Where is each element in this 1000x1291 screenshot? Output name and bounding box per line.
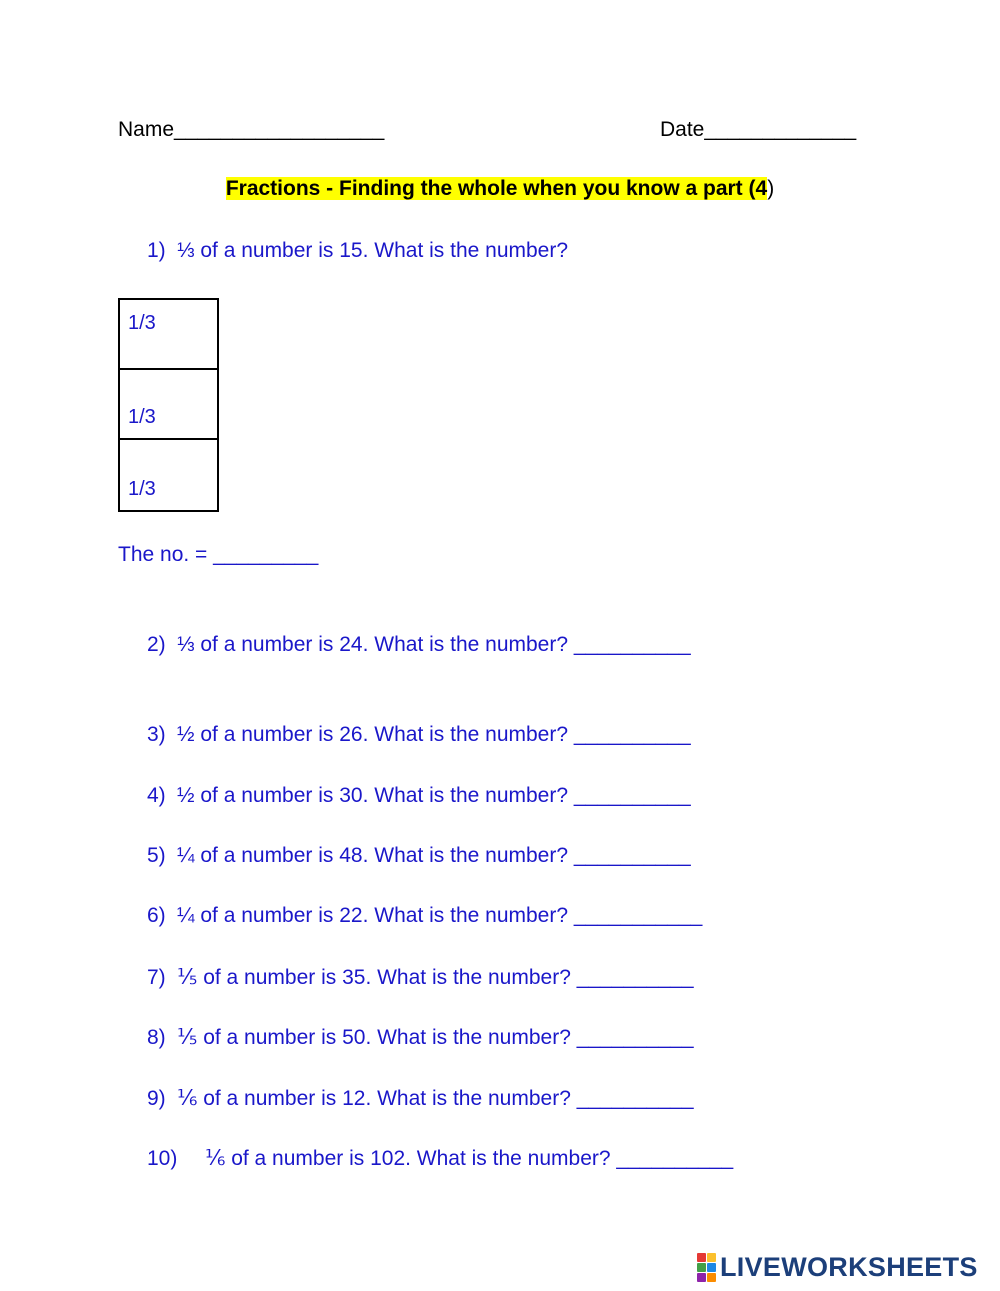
- question-text[interactable]: ½ of a number is 30. What is the number? __________: [177, 784, 691, 807]
- question-text[interactable]: ⅕ of a number is 35. What is the number? __________: [177, 966, 694, 989]
- question-number: 10): [147, 1147, 178, 1170]
- logo-block: [707, 1253, 716, 1262]
- answer-blank[interactable]: The no. = _________: [118, 543, 319, 566]
- logo-block: [707, 1263, 716, 1272]
- logo-block: [697, 1253, 706, 1262]
- worksheet-title: [0, 177, 1000, 201]
- fraction-box-label: 1/3: [128, 312, 156, 334]
- fraction-box-label: 1/3: [128, 406, 156, 428]
- question-number: 5): [147, 844, 166, 867]
- question-7: [147, 965, 694, 990]
- question-number: 6): [147, 904, 166, 927]
- fraction-box-cell: [120, 370, 217, 440]
- question-5: [147, 844, 691, 868]
- question-8: [147, 1025, 694, 1050]
- question-text[interactable]: ⅓ of a number is 24. What is the number? __________: [177, 633, 691, 656]
- question-text[interactable]: ⅙ of a number is 12. What is the number? __________: [177, 1087, 694, 1110]
- liveworksheets-logo: [697, 1252, 978, 1283]
- question-text[interactable]: ⅙ of a number is 102. What is the number? __________: [205, 1147, 734, 1170]
- question-number: 4): [147, 784, 166, 807]
- question-text[interactable]: ¼ of a number is 22. What is the number? ___________: [177, 904, 703, 927]
- question-number: 8): [147, 1026, 166, 1049]
- logo-block: [697, 1263, 706, 1272]
- question-text: ⅓ of a number is 15. What is the number?: [177, 239, 569, 262]
- question-4: [147, 784, 691, 808]
- logo-block: [697, 1273, 706, 1282]
- question-text[interactable]: ½ of a number is 26. What is the number? __________: [177, 723, 691, 746]
- question-9: [147, 1086, 694, 1111]
- question-text[interactable]: ¼ of a number is 48. What is the number? __________: [177, 844, 691, 867]
- date-field-label: Date_____________: [660, 118, 857, 141]
- fraction-box-cell: [120, 440, 217, 510]
- question-3: [147, 723, 691, 747]
- question-10: [147, 1146, 733, 1171]
- question-number: 3): [147, 723, 166, 746]
- question-number: 2): [147, 633, 166, 656]
- question-1: [147, 239, 568, 263]
- fraction-box-label: 1/3: [128, 478, 156, 500]
- question-text[interactable]: ⅕ of a number is 50. What is the number? __________: [177, 1026, 694, 1049]
- fraction-box-diagram: [118, 298, 219, 512]
- fraction-box-cell: [120, 300, 217, 370]
- title-closing: ): [767, 177, 775, 200]
- question-6: [147, 904, 702, 928]
- name-field-label: Name__________________: [118, 118, 385, 141]
- title-highlighted-text: Fractions - Finding the whole when you know a part (4: [225, 177, 768, 200]
- question-number: 7): [147, 966, 166, 989]
- question-number: 1): [147, 239, 166, 262]
- logo-blocks-icon: [697, 1253, 716, 1282]
- logo-wordmark: LIVEWORKSHEETS: [720, 1252, 978, 1282]
- question-2: [147, 633, 691, 657]
- logo-block: [707, 1273, 716, 1282]
- question-number: 9): [147, 1087, 166, 1110]
